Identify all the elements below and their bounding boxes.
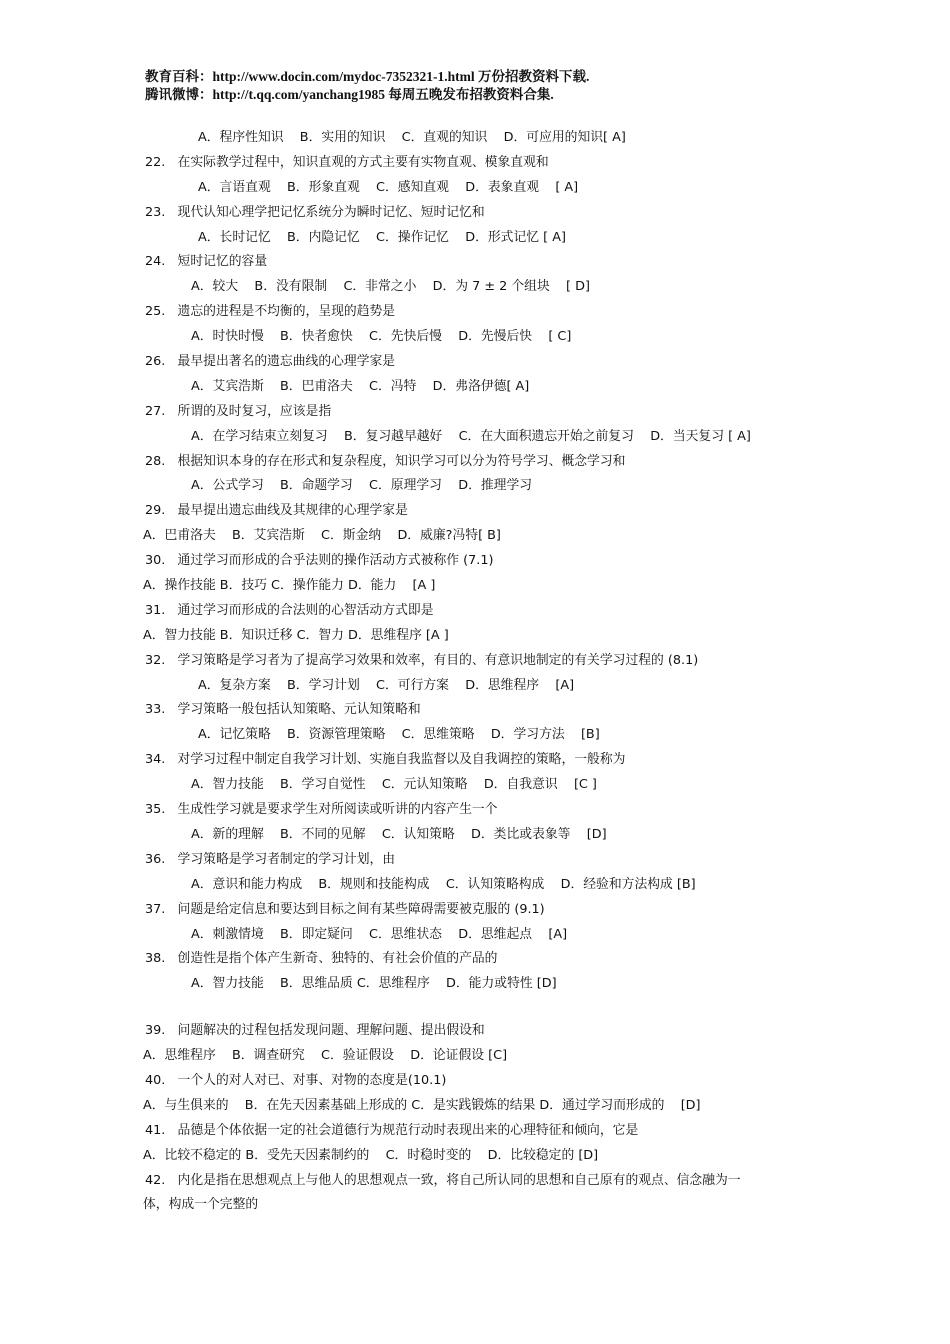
question-text: 37. 问题是给定信息和要达到目标之间有某些障碍需要被克服的 (9.1)	[145, 901, 545, 917]
page-header	[145, 68, 589, 104]
question-text: 30. 通过学习而形成的合乎法则的操作活动方式被称作 (7.1)	[145, 553, 494, 569]
question-text: 34. 对学习过程中制定自我学习计划、实施自我监督以及自我调控的策略，一般称为	[145, 752, 626, 768]
question-text: 22. 在实际教学过程中，知识直观的方式主要有实物直观、模象直观和	[145, 154, 549, 170]
option-line: A．操作技能 B．技巧 C．操作能力 D．能力 [A ]	[143, 578, 436, 594]
question-text: 40. 一个人的对人对已、对事、对物的态度是(10.1)	[145, 1072, 447, 1088]
question-text: 31. 通过学习而形成的合法则的心智活动方式即是	[145, 602, 434, 618]
option-line: A．刺激情境 B．即定疑问 C．思维状态 D．思维起点 [A]	[191, 926, 568, 942]
option-line: A．程序性知识 B．实用的知识 C．直观的知识 D．可应用的知识[ A]	[198, 130, 626, 145]
question-text: 29. 最早提出遗忘曲线及其规律的心理学家是	[145, 503, 408, 519]
option-line: A．长时记忆 B．内隐记忆 C．操作记忆 D．形式记忆 [ A]	[198, 229, 566, 245]
question-text: 28. 根据知识本身的存在形式和复杂程度，知识学习可以分为符号学习、概念学习和	[145, 453, 626, 469]
question-text: 39. 问题解决的过程包括发现问题、理解问题、提出假设和	[145, 1023, 485, 1039]
header-line-docin: 教育百科：http://www.docin.com/mydoc-7352321-1.html 万份招教资料下载.	[145, 69, 590, 84]
question-text: 23. 现代认知心理学把记忆系统分为瞬时记忆、短时记忆和	[145, 204, 485, 220]
option-line: A．较大 B．没有限制 C．非常之小 D．为 7 ± 2 个组块 [ D]	[191, 279, 590, 295]
question-text: 41. 品德是个体依据一定的社会道德行为规范行动时表现出来的心理特征和倾向，它是	[145, 1122, 639, 1138]
option-line: A．智力技能 B．知识迁移 C．智力 D．思维程序 [A ]	[143, 627, 449, 643]
option-line: A．意识和能力构成 B．规则和技能构成 C．认知策略构成 D．经验和方法构成 [B]	[191, 876, 696, 892]
question-text: 25. 遗忘的进程是不均衡的，呈现的趋势是	[145, 304, 396, 320]
option-line: A．言语直观 B．形象直观 C．感知直观 D．表象直观 [ A]	[198, 179, 579, 195]
question-text: 38. 创造性是指个体产生新奇、独特的、有社会价值的产品的	[145, 951, 498, 967]
blank-line	[143, 997, 823, 1019]
question-text: 24. 短时记忆的容量	[145, 254, 268, 270]
option-line: A．在学习结束立刻复习 B．复习越早越好 C．在大面积遗忘开始之前复习 D．当天复习 [ A]	[191, 428, 751, 444]
question-text: 33. 学习策略一般包括认知策略、元认知策略和	[145, 702, 421, 718]
option-line: A．艾宾浩斯 B．巴甫洛夫 C．冯特 D．弗洛伊德[ A]	[191, 378, 530, 394]
question-text: 42. 内化是指在思想观点上与他人的思想观点一致，将自己所认同的思想和自己原有的观点、信念融为一	[145, 1172, 741, 1188]
option-line: A．记忆策略 B．资源管理策略 C．思维策略 D．学习方法 [B]	[198, 727, 600, 743]
option-line: A．智力技能 B．学习自觉性 C．元认知策略 D．自我意识 [C ]	[191, 777, 597, 793]
option-line: A．新的理解 B．不同的见解 C．认知策略 D．类比或表象等 [D]	[191, 826, 607, 842]
option-line: A．与生俱来的 B．在先天因素基础上形成的 C．是实践锻炼的结果 D．通过学习而形成的 [D]	[143, 1097, 701, 1113]
option-line: A．思维程序 B．调查研究 C．验证假设 D．论证假设 [C]	[143, 1048, 508, 1064]
option-line: A．比较不稳定的 B．受先天因素制约的 C．时稳时变的 D．比较稳定的 [D]	[143, 1147, 599, 1163]
question-list	[143, 126, 823, 1218]
option-line: A．公式学习 B．命题学习 C．原理学习 D．推理学习	[191, 478, 533, 494]
option-line: 体，构成一个完整的	[143, 1197, 259, 1213]
header-line-weibo: 腾讯微博：http://t.qq.com/yanchang1985 每周五晚发布招教资料合集.	[145, 87, 554, 102]
question-text: 36. 学习策略是学习者制定的学习计划，由	[145, 851, 396, 867]
question-text: 35. 生成性学习就是要求学生对所阅读或听讲的内容产生一个	[145, 802, 498, 818]
question-text: 27. 所谓的及时复习，应该是指	[145, 403, 332, 419]
question-text: 26. 最早提出著名的遗忘曲线的心理学家是	[145, 354, 396, 370]
question-text: 32. 学习策略是学习者为了提高学习效果和效率，有目的、有意识地制定的有关学习过程的 (8.1)	[145, 652, 699, 668]
option-line: A．巴甫洛夫 B．艾宾浩斯 C．斯金纳 D．威廉?冯特[ B]	[143, 528, 501, 544]
option-line: A．复杂方案 B．学习计划 C．可行方案 D．思维程序 [A]	[198, 677, 575, 693]
option-line: A．智力技能 B．思维品质 C．思维程序 D．能力或特性 [D]	[191, 976, 557, 992]
option-line: A．时快时慢 B．快者愈快 C．先快后慢 D．先慢后快 [ C]	[191, 329, 572, 345]
